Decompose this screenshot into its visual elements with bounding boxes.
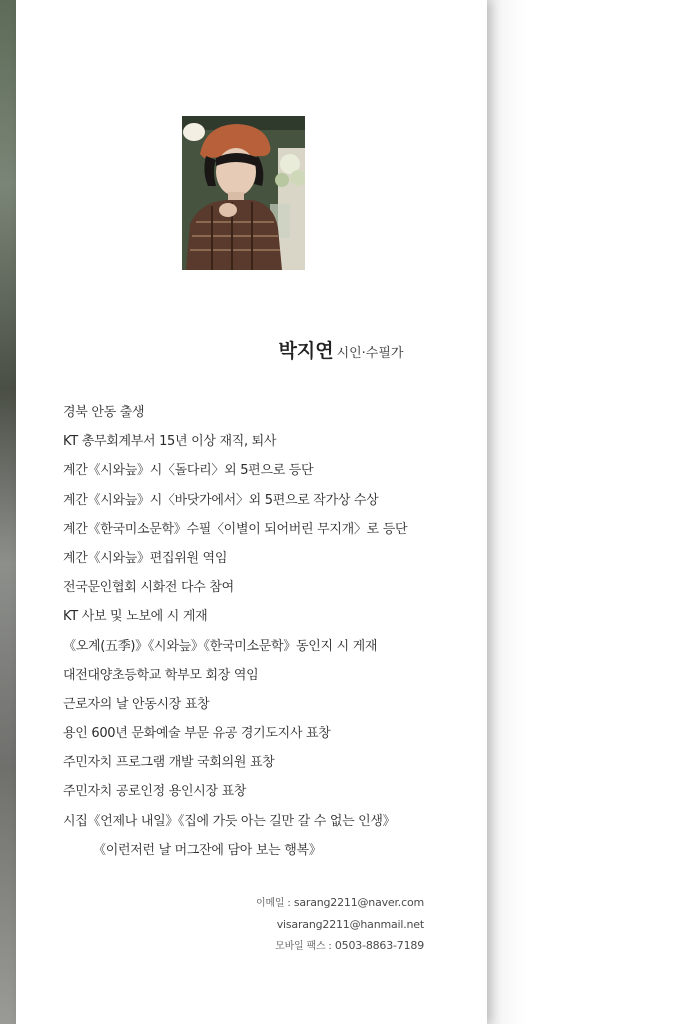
bio-item: 《오계(五季)》《시와늪》《한국미소문학》동인지 시 게재 bbox=[63, 638, 378, 654]
author-role: 시인·수필가 bbox=[336, 346, 404, 361]
bio-item-continued: 《이런저런 날 머그잔에 담아 보는 행복》 bbox=[93, 842, 322, 858]
author-name-line bbox=[0, 336, 682, 363]
bio-item: KT 사보 및 노보에 시 게재 bbox=[63, 609, 208, 625]
facing-page bbox=[487, 0, 682, 1024]
bio-item: 용인 600년 문화예술 부문 유공 경기도지사 표창 bbox=[63, 726, 331, 742]
bio-item: 전국문인협회 시화전 다수 참여 bbox=[63, 580, 234, 596]
email-secondary: visarang2211@hanmail.net bbox=[276, 918, 424, 931]
fax-line bbox=[256, 935, 424, 957]
fax-number: 0503-8863-7189 bbox=[334, 939, 424, 952]
bio-list bbox=[63, 398, 473, 865]
email-line-1 bbox=[256, 892, 424, 914]
email-primary: sarang2211@naver.com bbox=[293, 896, 424, 909]
bio-item: 계간《시와늪》시〈돌다리〉외 5편으로 등단 bbox=[63, 463, 314, 479]
email-line-2 bbox=[256, 914, 424, 935]
bio-item: 시집《언제나 내일》《집에 가듯 아는 길만 갈 수 없는 인생》 bbox=[63, 813, 396, 829]
fax-label: 모바일 팩스 : bbox=[275, 941, 332, 952]
email-label: 이메일 : bbox=[255, 898, 291, 909]
bio-item: 주민자치 공로인정 용인시장 표창 bbox=[63, 784, 247, 800]
bio-item: 계간《한국미소문학》수필〈이별이 되어버린 무지개〉로 등단 bbox=[63, 521, 408, 537]
bio-item: 대전대양초등학교 학부모 회장 역임 bbox=[63, 667, 259, 683]
bio-item: 주민자치 프로그램 개발 국회의원 표창 bbox=[63, 755, 275, 771]
author-name: 박지연 bbox=[278, 340, 334, 362]
bio-item: 계간《시와늪》편집위원 역임 bbox=[63, 550, 228, 566]
bio-item: KT 총무회계부서 15년 이상 재직, 퇴사 bbox=[63, 434, 277, 450]
bio-item: 경북 안동 출생 bbox=[63, 405, 145, 420]
author-photo bbox=[182, 116, 305, 270]
bio-item: 근로자의 날 안동시장 표창 bbox=[63, 696, 210, 712]
background-photo-strip bbox=[0, 0, 16, 1024]
contact-block bbox=[256, 892, 424, 957]
bio-item: 계간《시와늪》시〈바닷가에서〉외 5편으로 작가상 수상 bbox=[63, 492, 379, 508]
